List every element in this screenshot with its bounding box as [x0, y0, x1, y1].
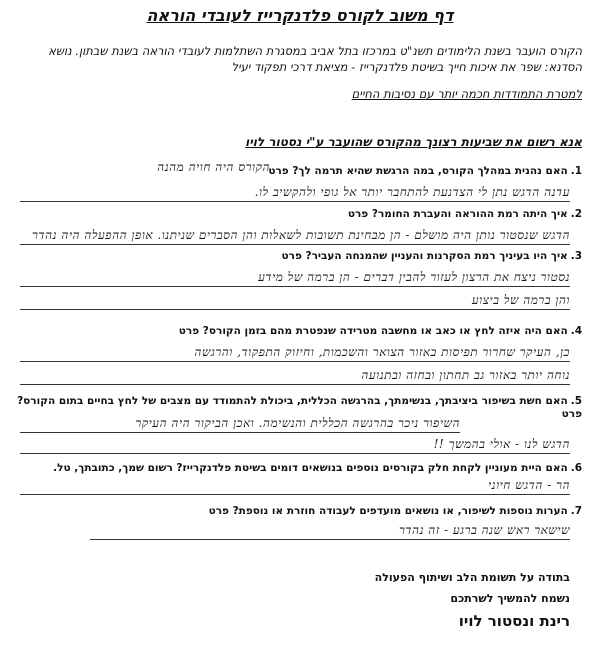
handwritten-answer: והן ברמה של ביצוע	[20, 293, 570, 310]
handwritten-answer: הדגש לנו - אולי בהמשך !!	[20, 437, 570, 454]
question-number: 5.	[570, 395, 582, 407]
question-number: 3.	[570, 250, 582, 262]
question-text: איך היתה רמת ההוראה והעברת החומר? פרט	[347, 208, 568, 220]
closing-note: נשמח להמשיך לשרתכם	[450, 592, 570, 605]
handwritten-answer: הקורס היה חויה מהנה	[157, 160, 270, 174]
question-text: האם היה איזה לחץ או כאב או מחשבה מטרידה שנפטרת מהם בזמן הקורס? פרט	[178, 325, 568, 337]
signature: רינת ונסטור לויו	[458, 612, 570, 630]
question-4	[10, 325, 582, 338]
handwritten-answer: עדנה הדגש נתן לי הצדנעת להתחבר יותר אל גופי ולהקשיב לו.	[20, 185, 570, 202]
handwritten-answer: נוחה יותר באזור גב תחתון ובחזה ובתנועה	[20, 368, 570, 385]
question-number: 2.	[570, 208, 582, 220]
question-2	[10, 208, 582, 221]
question-text: האם נהנית במהלך הקורס, במה הרגשת שהיא תרמה לך? פרט	[268, 165, 568, 177]
handwritten-answer: השיפור ניכר בהרגשה הכללית והנשימה. ואכן הביקור היה העיקר	[20, 416, 460, 433]
question-text: איך היו בעיניך רמת הסקרנות והעניין שהמנחה העביר? פרט	[281, 250, 568, 262]
question-7	[10, 505, 582, 518]
question-text: האם היית מעוניין לקחת חלק בקורסים נוספים בנושאים דומים בשיטת פלדנקרייז? רשום שמך, כתובתך, טל.	[53, 462, 568, 474]
question-text: האם חשת בשיפור ביציבתך, בנשימתך, בהרגשה הכללית, ביכולת להתמודד עם מצבים של לחץ בחיים בתום הקורס? פרט	[17, 395, 582, 421]
closing-thanks: בתודה על תשומת הלב ושיתוף הפעולה	[374, 571, 570, 584]
question-number: 4.	[570, 325, 582, 337]
question-number: 1.	[570, 165, 582, 177]
question-6	[10, 462, 582, 475]
question-3	[10, 250, 582, 263]
handwritten-answer: נסטור ניצח את הרצון לעזור להבין דברים - הן ברמה של מידע	[20, 270, 570, 287]
question-number: 6.	[570, 462, 582, 474]
handwritten-answer: הדגש שנסטור נותן היה מושלם - הן מבחינת תשובות לשאלות והן הסברים שניתנו. אופן ההפעלה היה נהדר	[20, 228, 570, 245]
handwritten-answer: הר - הדגש חיוני	[20, 478, 570, 495]
page-title: דף משוב לקורס פלדנקרייז לעובדי הוראה	[146, 6, 454, 25]
question-text: הערות נוספות לשיפור, או נושאים מועדפים לעבודה חוזרת או נוספת? פרט	[208, 505, 568, 517]
intro-text-continued: למטרת התמודדות חכמה יותר עם נסיבות החיים	[351, 87, 582, 101]
intro-text: הקורס הועבר בשנת הלימודים תשנ"ט במרכזו בתל אביב במסגרת השתלמות לעובדי הוראה בשנת שבתון. נושא הסדנא: שפר את איכות חייך בשיטת פלדנקרייז - מציאת דרכי תפקוד יעיל	[48, 44, 582, 74]
handwritten-answer: כן, העיקר שחרור תפיסות באזור הצואר והשכמות, וחיזוק התפקוד, והרגשה	[20, 345, 570, 362]
handwritten-answer: שישאר ראש שנה ברגע - זה נהדר	[90, 523, 570, 540]
instruction-heading: אנא רשום את שביעות רצונך מהקורס שהועבר ע"י נסטור לויו	[245, 135, 582, 149]
question-number: 7.	[570, 505, 582, 517]
